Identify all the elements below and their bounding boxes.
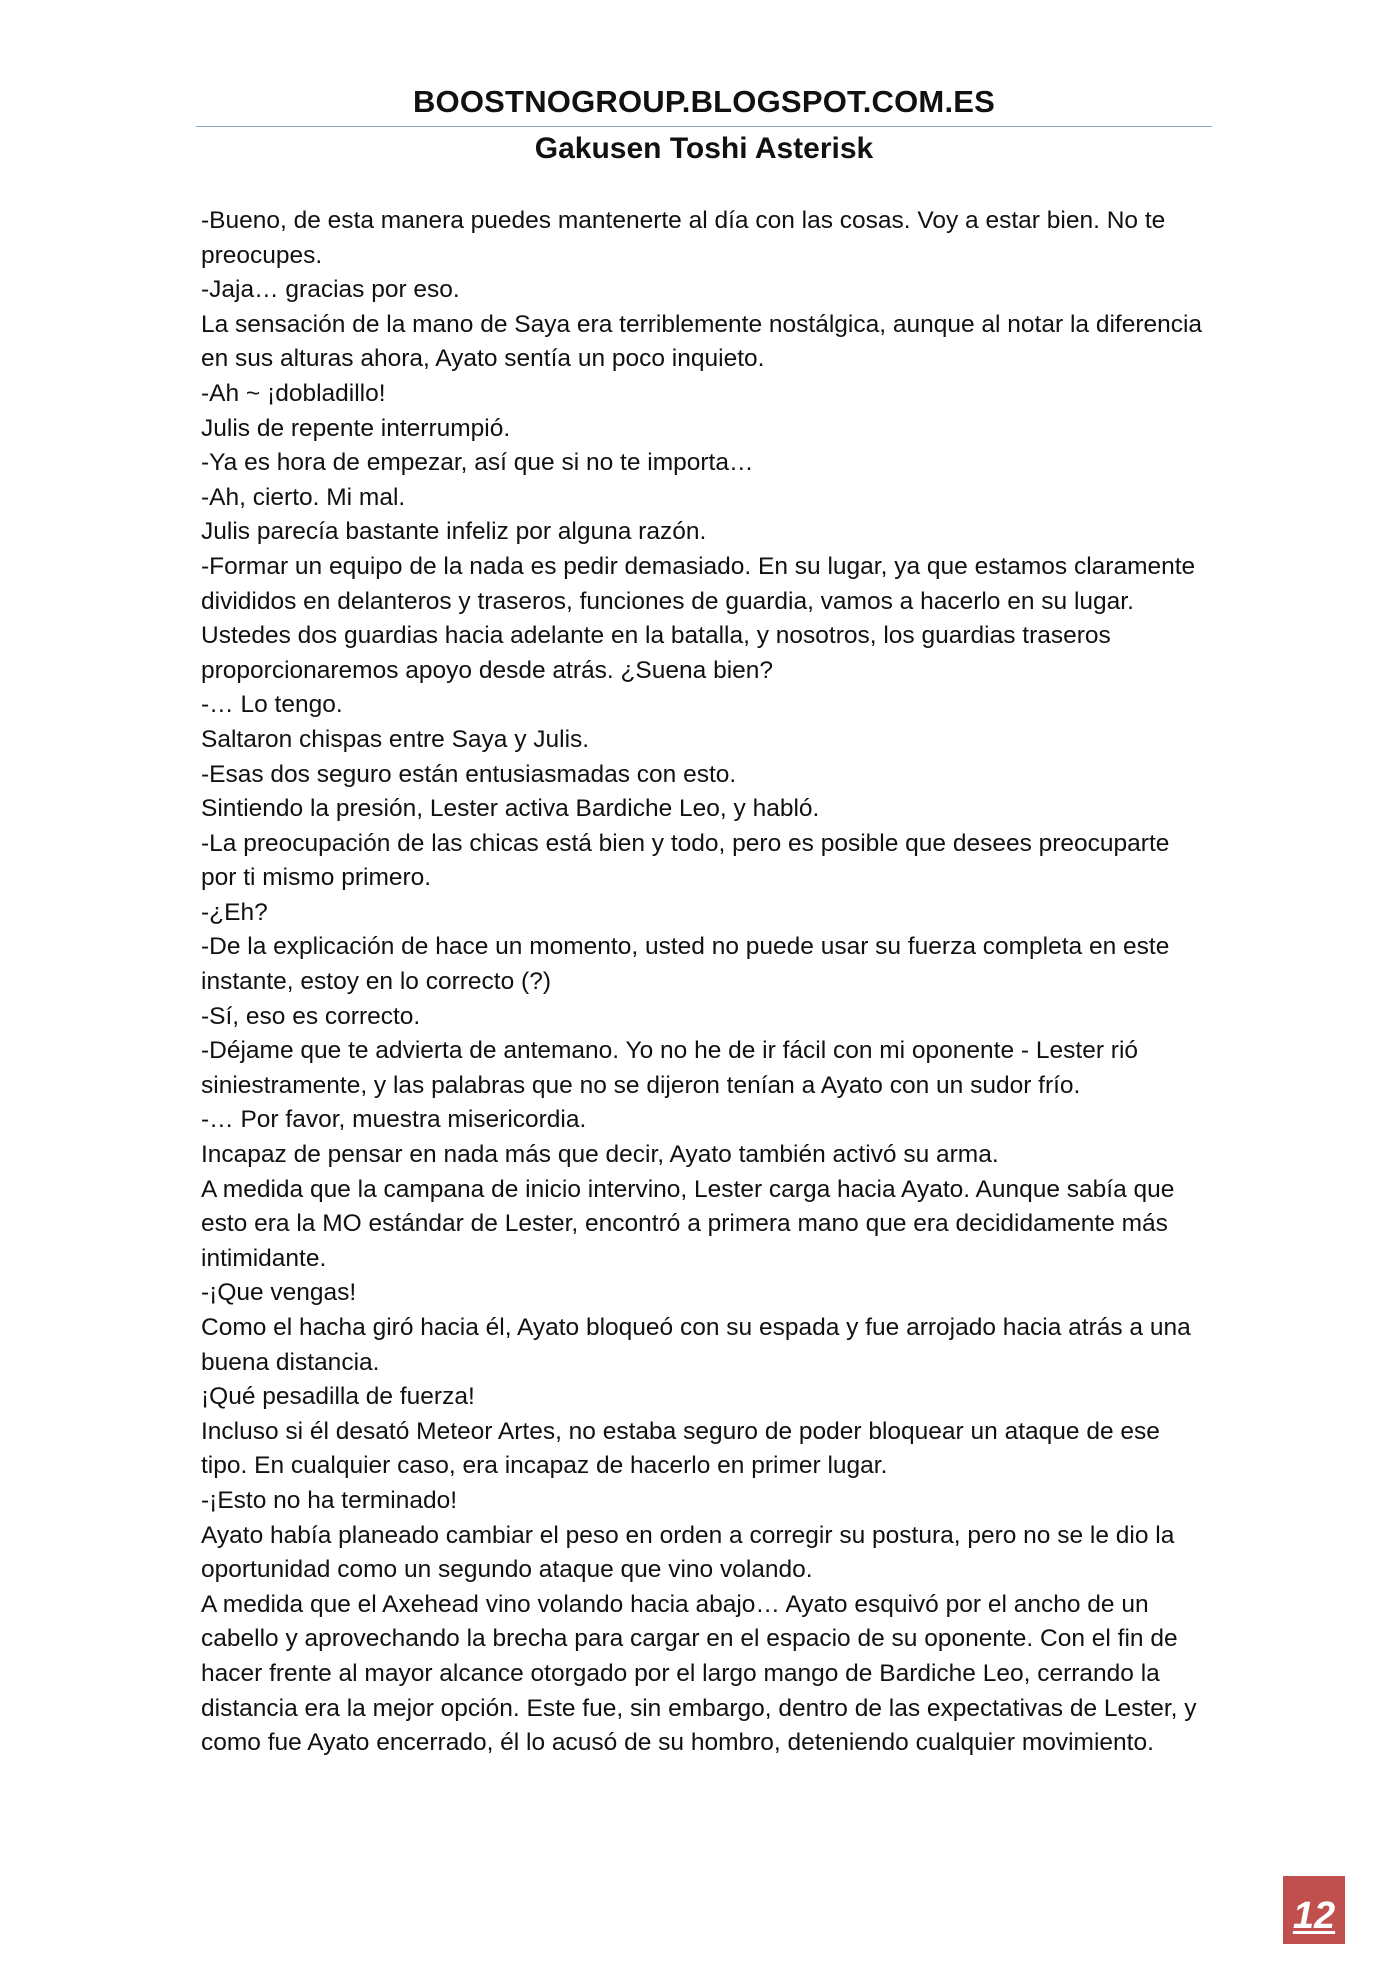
- paragraph: Sintiendo la presión, Lester activa Bardiche Leo, y habló.: [201, 795, 820, 823]
- paragraph: Julis de repente interrumpió.: [201, 414, 511, 442]
- header-book-title: Gakusen Toshi Asterisk: [534, 132, 874, 165]
- paragraph: -¡Esto no ha terminado!: [201, 1486, 458, 1514]
- paragraph: -La preocupación de las chicas está bien y todo, pero es posible que desees preocuparte por ti mismo primero.: [201, 829, 1170, 892]
- paragraph: -Ya es hora de empezar, así que si no te importa…: [201, 449, 754, 477]
- paragraph: A medida que la campana de inicio intervino, Lester carga hacia Ayato. Aunque sabía que esto era la MO estándar de Lester, encontró a primera mano que era decididamente más intimidante.: [201, 1175, 1175, 1272]
- page-number: 12: [1292, 1895, 1336, 1937]
- paragraph: -Esas dos seguro están entusiasmadas con esto.: [201, 760, 737, 788]
- header-divider: [196, 126, 1212, 127]
- paragraph: -Déjame que te advierta de antemano. Yo no he de ir fácil con mi oponente - Lester rió siniestramente, y las palabras que no se dijeron tenían a Ayato con un sudor frío.: [201, 1037, 1139, 1099]
- paragraph: Incluso si él desató Meteor Artes, no estaba seguro de poder bloquear un ataque de ese tipo. En cualquier caso, era incapaz de hacerlo en primer lugar.: [201, 1417, 1160, 1480]
- paragraph: -Ah, cierto. Mi mal.: [201, 483, 406, 511]
- paragraph: A medida que el Axehead vino volando hacia abajo… Ayato esquivó por el ancho de un cabello y aprovechando la brecha para cargar en el espacio de su oponente. Con el fin de hacer frente al mayor alcance otorgado por el largo mango de Bardiche Leo, cerrando la distancia era la mejor opción. Este fue, sin embargo, dentro de las expectativas de Lester, y como fue Ayato encerrado, él lo acusó de su hombro, deteniendo cualquier movimiento.: [201, 1590, 1197, 1757]
- paragraph: -Bueno, de esta manera puedes mantenerte al día con las cosas. Voy a estar bien. No te preocupes.: [201, 207, 1166, 269]
- paragraph: La sensación de la mano de Saya era terriblemente nostálgica, aunque al notar la diferencia en sus alturas ahora, Ayato sentía un poco inquieto.: [201, 310, 1203, 373]
- paragraph: -Ah ~ ¡dobladillo!: [201, 379, 386, 407]
- paragraph: -Sí, eso es correcto.: [201, 1002, 421, 1030]
- header-site-name: BOOSTNOGROUP.BLOGSPOT.COM.ES: [412, 84, 996, 119]
- paragraph: Ayato había planeado cambiar el peso en orden a corregir su postura, pero no se le dio la oportunidad como un segundo ataque que vino volando.: [201, 1521, 1175, 1584]
- paragraph: Como el hacha giró hacia él, Ayato bloqueó con su espada y fue arrojado hacia atrás a una buena distancia.: [201, 1314, 1191, 1376]
- paragraph: Julis parecía bastante infeliz por alguna razón.: [201, 518, 707, 546]
- paragraph: -Formar un equipo de la nada es pedir demasiado. En su lugar, ya que estamos claramente divididos en delanteros y traseros, funciones de guardia, vamos a hacerlo en su lugar. Ustedes dos guardias hacia adelante en la batalla, y nosotros, los guardias traseros proporcionaremos apoyo desde atrás. ¿Suena bien?: [201, 552, 1196, 684]
- paragraph: Saltaron chispas entre Saya y Julis.: [201, 725, 590, 753]
- page-number-badge: [1283, 1876, 1345, 1944]
- paragraph: -De la explicación de hace un momento, usted no puede usar su fuerza completa en este instante, estoy en lo correcto (?): [201, 933, 1170, 996]
- paragraph: -… Lo tengo.: [201, 691, 343, 719]
- body-text: [201, 204, 1211, 1761]
- paragraph: -¡Que vengas!: [201, 1279, 357, 1307]
- paragraph: -Jaja… gracias por eso.: [201, 276, 460, 304]
- paragraph: -… Por favor, muestra misericordia.: [201, 1106, 587, 1134]
- paragraph: Incapaz de pensar en nada más que decir, Ayato también activó su arma.: [201, 1141, 999, 1169]
- paragraph: -¿Eh?: [201, 898, 268, 926]
- paragraph: ¡Qué pesadilla de fuerza!: [201, 1383, 475, 1411]
